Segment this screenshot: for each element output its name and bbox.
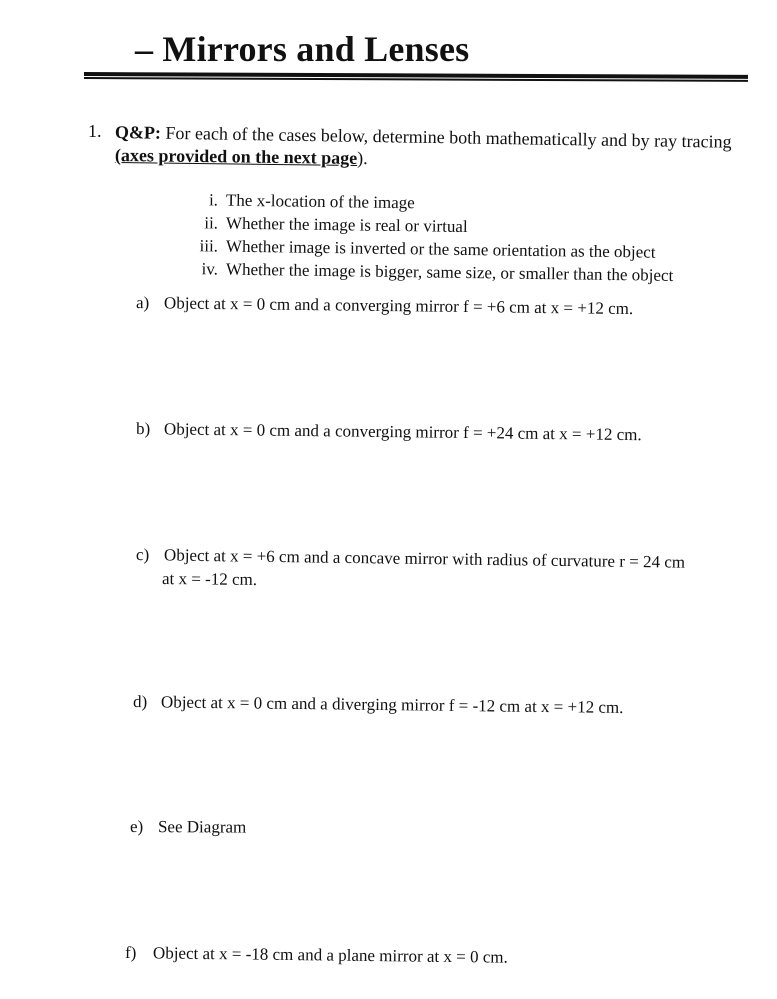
criterion-3: [180, 236, 656, 263]
question-text: For each of the cases below, determine both mathematically and by ray tracing: [160, 122, 732, 152]
part-text: See Diagram: [157, 817, 247, 837]
part-label: e): [129, 817, 144, 837]
criterion-number: ii.: [204, 213, 219, 233]
part-label: f): [124, 943, 137, 963]
criterion-4: [180, 259, 674, 286]
criterion-number: iv.: [201, 259, 219, 279]
question-number: 1.: [88, 121, 102, 141]
question-label: Q&P:: [114, 122, 162, 143]
title-rule: [84, 72, 748, 82]
criterion-number: i.: [208, 190, 219, 210]
part-text: Object at x = -18 cm and a plane mirror at x = 0 cm.: [152, 943, 508, 967]
part-f: [125, 943, 508, 968]
part-e: [130, 817, 246, 838]
criterion-number: iii.: [199, 236, 219, 256]
criterion-text: Whether the image is bigger, same size, or smaller than the object: [225, 259, 674, 285]
part-b: [136, 419, 642, 445]
part-label: d): [132, 692, 148, 712]
part-c-continued: at x = -12 cm.: [161, 569, 258, 589]
criterion-text: Whether image is inverted or the same orientation as the object: [225, 236, 656, 262]
part-text: Object at x = +6 cm and a concave mirror with radius of curvature r = 24 cm: [163, 545, 686, 572]
axes-note-close: ).: [357, 147, 368, 169]
axes-note-text: (axes provided on the next page: [114, 145, 358, 168]
part-a: [136, 293, 633, 319]
part-text: Object at x = 0 cm and a diverging mirror f = -12 cm at x = +12 cm.: [160, 692, 624, 717]
criterion-2: [180, 213, 468, 237]
part-label: b): [135, 419, 151, 439]
page-title: – Mirrors and Lenses: [135, 29, 470, 69]
criterion-text: The x-location of the image: [225, 190, 415, 213]
part-label: a): [135, 293, 150, 313]
criterion-1: [180, 190, 415, 213]
part-c: [136, 545, 685, 573]
part-label: c): [135, 545, 150, 565]
axes-note: [115, 145, 368, 169]
part-d: [133, 692, 624, 718]
criterion-text: Whether the image is real or virtual: [225, 213, 468, 237]
part-text: Object at x = 0 cm and a converging mirror f = +6 cm at x = +12 cm.: [163, 293, 634, 319]
part-text: Object at x = 0 cm and a converging mirror f = +24 cm at x = +12 cm.: [163, 419, 642, 445]
